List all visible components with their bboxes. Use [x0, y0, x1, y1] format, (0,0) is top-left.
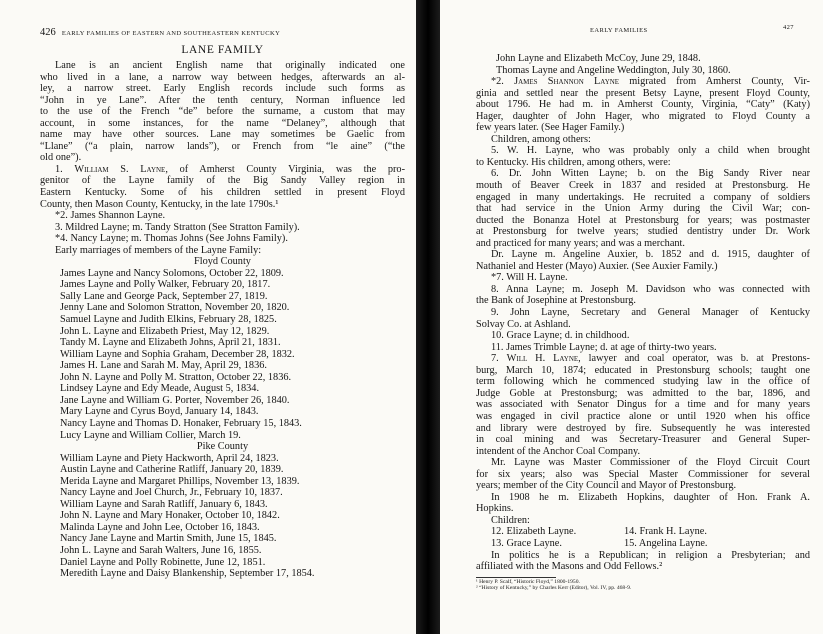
list-item: Austin Layne and Catherine Ratliff, January 20, 1839. [60, 464, 284, 476]
item-1-lines [40, 175, 405, 198]
text-line: 6. Dr. John Witten Layne; b. on the Big Sandy River near [491, 168, 810, 180]
list-item: 3. Mildred Layne; m. Tandy Stratton (See Stratton Family). [55, 221, 300, 233]
text-line: In 1908 he m. Elizabeth Hopkins, daughter of Hon. Frank A. [491, 491, 810, 503]
will-layne-number: 7. [491, 353, 499, 365]
item-6-lines [476, 168, 810, 237]
will-layne-lines [476, 365, 810, 446]
item-2-paragraph [476, 76, 810, 134]
marriage-paragraph [476, 492, 810, 515]
list-item: Nancy Layne and Joel Church, Jr., February 10, 1837. [60, 487, 283, 499]
list-item: Nancy Layne and Thomas D. Honaker, February 15, 1843. [60, 417, 302, 429]
list-item: Tandy M. Layne and Elizabeth Johns, April 21, 1831. [60, 337, 281, 349]
list-item: *4. Nancy Layne; m. Thomas Johns (See Johns Family). [55, 233, 288, 245]
text-line: was engaged in civil practice alone or until 1920 when his office [476, 410, 810, 422]
children-row-1 [476, 526, 810, 538]
list-item: Meredith Layne and Daisy Blankenship, September 17, 1854. [60, 568, 315, 580]
right-page [440, 0, 823, 634]
footnote-rule [476, 577, 556, 578]
item-1-first-line [40, 164, 405, 176]
right-running-head: EARLY FAMILIES [590, 27, 648, 34]
right-page-body [476, 53, 810, 591]
text-line: mouth of Beaver Creek in 1837 and resided at Prestonsburg. He [476, 180, 810, 192]
top-marriage-list [476, 53, 810, 76]
list-item: John N. Layne and Polly M. Stratton, October 22, 1836. [60, 371, 292, 383]
left-page-body [40, 42, 405, 580]
children-intro: Children, among others: [491, 133, 591, 145]
list-item: Jenny Lane and Solomon Stratton, November 20, 1820. [60, 302, 290, 314]
text-line: Dr. Layne m. Angeline Auxier, b. 1852 and d. 1915, daughter of [491, 249, 810, 261]
list-item: Nancy Jane Layne and Martin Smith, June 15, 1845. [60, 533, 277, 545]
text-line: who lived in a lane, a narrow way between hedges, afterwards an al- [40, 71, 405, 83]
text-line: term following which he commenced studying law in the office of [476, 376, 810, 388]
item-1-paragraph [40, 164, 405, 210]
list-item: John N. Layne and Mary Honaker, October 10, 1842. [60, 510, 280, 522]
children-list [40, 210, 405, 245]
text-line: Lane is an ancient English name that originally indicated one [55, 60, 405, 71]
text-line: 9. John Layne, Secretary and General Manager of Kentucky [491, 307, 810, 319]
list-item: Sally Lane and George Pack, September 27, 1819. [60, 290, 268, 302]
text-line: account, in some instances, for the name “Delaney”, although that [40, 117, 405, 129]
spouse-last-line: Nathaniel and Hester (Mayo) Auxier. (See Auxier Family.) [476, 260, 718, 272]
text-line: was associated with Senator Dingus for a time and for many years [476, 399, 810, 411]
text-line: “Llane” (“a plain, narrow lands”), or French from “le aine” (“the [40, 140, 405, 152]
list-item: Malinda Layne and John Lee, October 16, 1843. [60, 521, 260, 533]
left-page-number: 426 [40, 27, 56, 38]
will-layne-first-line-rest: , lawyer and coal operator, was b. at Prestons- [578, 353, 810, 365]
politics-lines [476, 550, 810, 562]
intro-last-line: old one”). [40, 152, 82, 164]
family-title: LANE FAMILY [181, 44, 264, 56]
list-item: William Layne and Sophia Graham, December 28, 1832. [60, 348, 295, 360]
left-running-header [40, 27, 280, 38]
text-line: ley, a narrow street. Early English records include such forms as [40, 83, 405, 95]
text-line: that had service in the Union Army during the Civil War; con- [476, 203, 810, 215]
text-line: name may have other sources. Lane may sometimes be Gaelic from [40, 129, 405, 141]
text-line: Eastern Kentucky. Some of his children settled in present Floyd [40, 187, 405, 199]
list-item: Thomas Layne and Angeline Weddington, July 30, 1860. [496, 64, 731, 76]
text-line: at Prestonsburg for twelve years; studied dentistry under Dr. Work [476, 226, 810, 238]
master-lines [476, 457, 810, 480]
list-item: Daniel Layne and Polly Robinette, June 12, 1851. [60, 556, 266, 568]
item-1-number: 1. [55, 163, 63, 175]
politics-paragraph [476, 550, 810, 573]
item-6-paragraph [476, 168, 810, 249]
intro-lines [40, 60, 405, 152]
item-7-entry: *7. Will H. Layne. [491, 272, 568, 284]
list-item: Mary Layne and Cyrus Boyd, January 14, 1843. [60, 406, 259, 418]
footnote-1: ¹ Henry P. Scalf, “Historic Floyd,” 1800-1950. [476, 578, 580, 585]
pike-county-heading: Pike County [196, 441, 249, 453]
list-item: John L. Layne and Sarah Walters, June 16, 1855. [60, 544, 262, 556]
will-layne-last-line: intendent of the Anchor Coal Company. [476, 445, 641, 457]
item-5-lines [476, 145, 810, 157]
children-row-2 [476, 538, 810, 550]
text-line: 5. W. H. Layne, who was probably only a child when brought [491, 145, 810, 157]
text-line: and library were destroyed by fire. Subsequently he was interested [476, 422, 810, 434]
text-line: In politics he is a Republican; in religion a Presbyterian; and [491, 549, 810, 561]
list-item: Lindsey Layne and Edy Meade, August 5, 1834. [60, 383, 260, 395]
list-item: John L. Layne and Elizabeth Priest, May 12, 1829. [60, 325, 270, 337]
will-layne-name: Will H. Layne [506, 353, 579, 365]
intro-paragraph [40, 60, 405, 164]
text-line: 8. Anna Layne; m. Joseph M. Davidson who was connected with [491, 283, 810, 295]
marriages-intro: Early marriages of members of the Layne Family: [55, 244, 262, 256]
item-1-first-line-rest: , of Amherst County Virginia, was the pro- [165, 163, 405, 175]
text-line: to the use of the French “de” before the surname, a custom that may [40, 106, 405, 118]
text-line: ducted the Bonanza Hotel at Prestonsburg for years; was postmaster [476, 214, 810, 226]
text-line: Mr. Layne was Master Commissioner of the Floyd Circuit Court [491, 457, 810, 469]
text-line: for six years; also was Special Master Commissioner for several [476, 468, 810, 480]
book-gutter [416, 0, 440, 634]
text-line: burg, March 10, 1874; educated in Prestonsburg schools; taught one [476, 364, 810, 376]
master-commissioner-paragraph [476, 457, 810, 492]
spouse-lines [476, 249, 810, 261]
list-item: Jane Layne and William G. Porter, November 26, 1840. [60, 394, 290, 406]
item-10-entry: 10. Grace Layne; d. in childhood. [491, 330, 630, 342]
will-layne-first-line [476, 353, 810, 365]
floyd-marriage-list [40, 268, 405, 441]
pike-marriage-list [40, 453, 405, 580]
footnote-2: ² “History of Kentucky,” by Charles Kerr (Editor), Vol. IV, pp. 468-9. [476, 585, 632, 592]
item-9-paragraph [476, 307, 810, 330]
spouse-paragraph [476, 249, 810, 272]
list-item: James H. Lane and Sarah M. May, April 29, 1836. [60, 360, 267, 372]
text-line: engaged in many undertakings. He recruited a company of soldiers [476, 191, 810, 203]
item-1-name: William S. Layne [74, 163, 166, 175]
item-8-last-line: the Bank of Josephine at Prestonsburg. [476, 295, 636, 307]
list-item: *2. James Shannon Layne. [55, 210, 166, 222]
item-5-last-line: to Kentucky. His children, among others, were: [476, 156, 671, 168]
married-lines [476, 492, 810, 504]
text-line: genitor of the Layne family of the Big Sandy Valley region in [40, 175, 405, 187]
text-line: in coal mining and was Secretary-Treasurer and General Super- [476, 434, 810, 446]
item-2-number: *2. [491, 76, 504, 88]
list-item: Lucy Layne and William Collier, March 19. [60, 429, 241, 441]
floyd-county-heading: Floyd County [194, 256, 251, 268]
item-2-name: James Shannon Layne [514, 76, 620, 88]
list-item: William Layne and Piety Hackworth, April 24, 1823. [60, 452, 279, 464]
text-line: about 1796. He had m. in Amherst County, Virginia, “Caty” (Katy) [476, 99, 810, 111]
right-page-number: 427 [783, 24, 794, 31]
left-running-head: EARLY FAMILIES OF EASTERN AND SOUTHEASTERN KENTUCKY [61, 30, 281, 37]
child-13: 13. Grace Layne. [491, 537, 562, 549]
list-item: Merida Layne and Margaret Phillips, November 13, 1839. [60, 475, 300, 487]
item-2-lines [476, 88, 810, 123]
politics-last-line: affiliated with the Masons and Odd Fellows.² [476, 561, 663, 573]
text-line: Judge Goble at Prestonsburg; was admitted to the bar, 1896, and [476, 387, 810, 399]
item-6-last-line: and practiced for many years; and was a merchant. [476, 237, 685, 249]
children-2-intro: Children: [491, 514, 530, 526]
child-12: 12. Elizabeth Layne. [491, 526, 577, 538]
item-8-paragraph [476, 284, 810, 307]
text-line: “John in ye Lane”. After the tenth century, Norman influence led [40, 94, 405, 106]
item-1-last-line: County, then Mason County, Kentucky, in the late 1790s.¹ [40, 198, 279, 210]
master-last-line: years; member of the City Council and Mayor of Prestonsburg. [476, 480, 737, 492]
text-line: Hager, daughter of John Hager, who migrated to Floyd County a [476, 110, 810, 122]
item-2-last-line: few years later. (See Hager Family.) [476, 122, 625, 134]
child-14: 14. Frank H. Layne. [624, 526, 707, 538]
list-item: James Layne and Polly Walker, February 20, 1817. [60, 279, 271, 291]
item-9-lines [476, 307, 810, 319]
item-9-last-line: Solvay Co. at Ashland. [476, 318, 571, 330]
married-last-line: Hopkins. [476, 503, 514, 515]
will-layne-paragraph [476, 353, 810, 457]
item-8-lines [476, 284, 810, 296]
list-item: Samuel Layne and Judith Elkins, February 28, 1825. [60, 314, 277, 326]
list-item: James Layne and Nancy Solomons, October 22, 1809. [60, 267, 284, 279]
text-line: ginia and settled near the present Betsy Layne, present Floyd County, [476, 87, 810, 99]
list-item: John Layne and Elizabeth McCoy, June 29, 1848. [496, 53, 701, 64]
item-5-paragraph [476, 145, 810, 168]
item-11-entry: 11. James Trimble Layne; d. at age of thirty-two years. [491, 341, 717, 353]
child-15: 15. Angelina Layne. [624, 537, 708, 549]
list-item: William Layne and Sarah Ratliff, January 6, 1843. [60, 498, 268, 510]
item-2-first-line [476, 76, 810, 88]
item-2-first-line-rest: migrated from Amherst County, Vir- [619, 76, 810, 88]
